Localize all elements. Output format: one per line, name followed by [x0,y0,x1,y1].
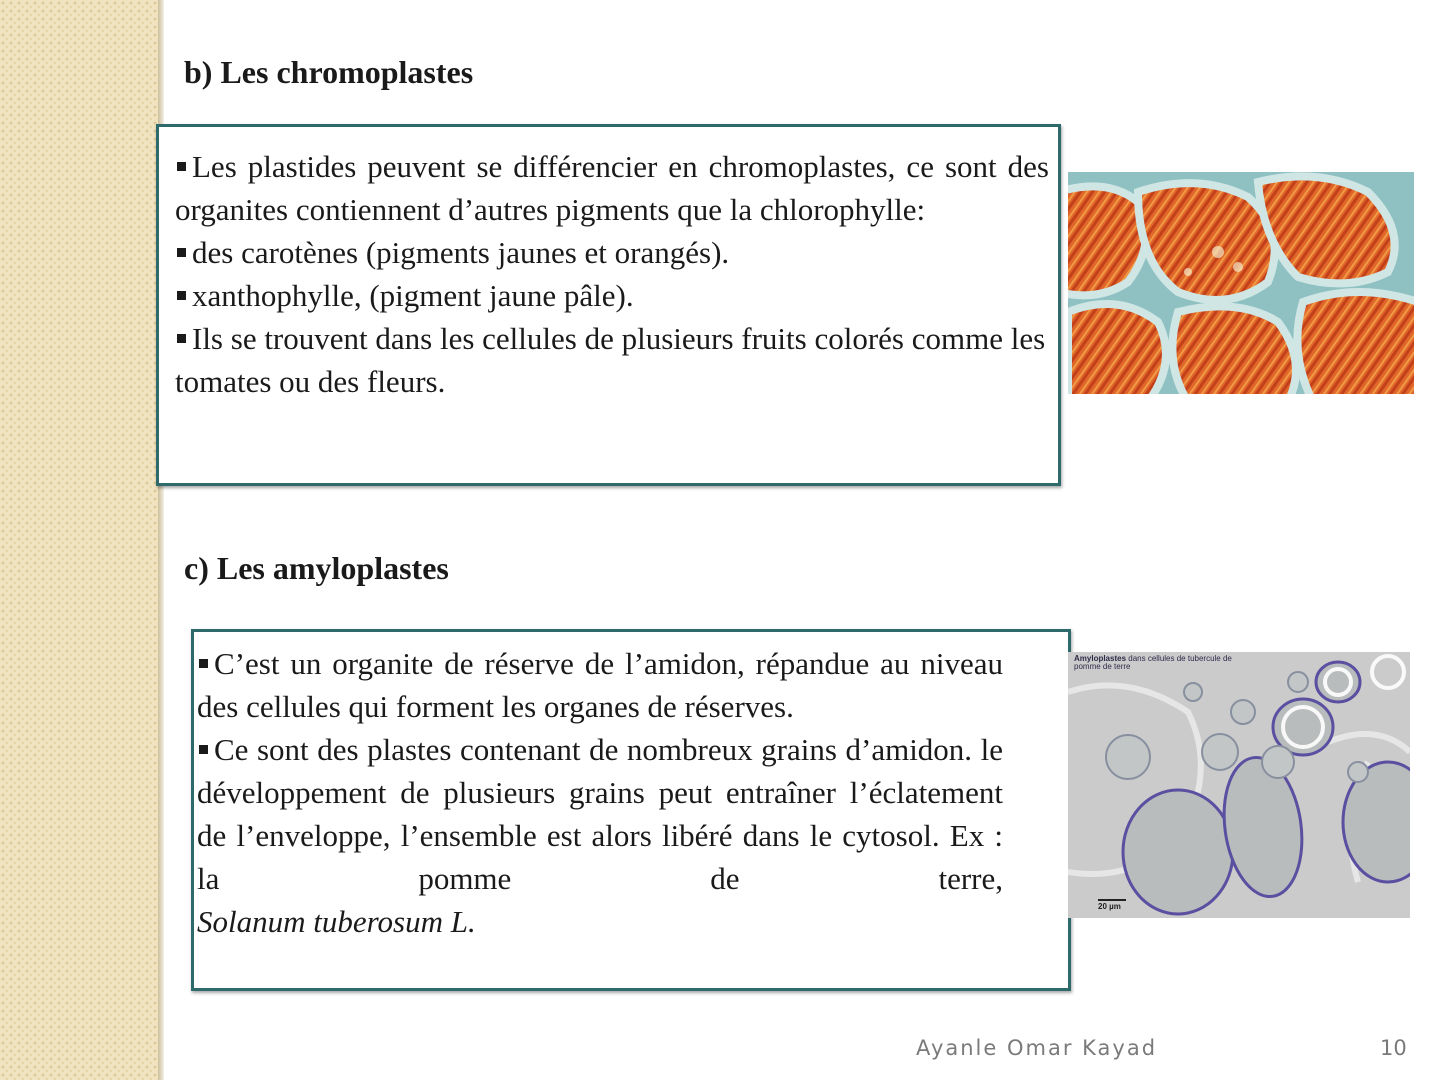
micrograph-caption: Amyloplastes dans cellules de tubercule de pomme de terre [1074,654,1232,671]
chromoplastes-micrograph [1068,172,1414,394]
scale-bar-label: 20 µm [1098,902,1121,911]
species-name: Solanum tuberosum L. [197,904,476,939]
section-b-title: b) Les chromoplastes [184,54,474,90]
chromoplastes-text-box [156,124,1061,486]
chromoplastes-paragraph-4: Ils se trouvent dans les cellules de plusieurs fruits colorés comme les tomates ou des fleurs. [175,321,1046,399]
decorative-side-band [0,0,158,1080]
amyloplastes-micrograph [1068,652,1410,918]
chromoplastes-paragraph-1: Les plastides peuvent se différencier en chromoplastes, ce sont des organites contiennent d’autres pigments que la chlorophylle: [175,149,1049,227]
chromoplastes-paragraph-3: xanthophylle, (pigment jaune pâle). [175,274,1049,317]
square-bullet-icon [177,162,186,171]
amyloplastes-paragraph-2: Ce sont des plastes contenant de nombreux grains d’amidon. le développement de plusieurs grains peut entraîner l’éclatement de l’enveloppe, l’ensemble est alors libéré dans le cytosol. Ex : la pomme de terre, [197,732,1003,896]
square-bullet-icon [199,745,208,754]
footer-author: Ayanle Omar Kayad [916,1036,1158,1060]
square-bullet-icon [199,659,208,668]
page-number: 10 [1380,1036,1407,1060]
chromoplastes-paragraph-2: des carotènes (pigments jaunes et orangés). [175,231,1049,274]
square-bullet-icon [177,248,186,257]
amyloplastes-paragraph-1: C’est un organite de réserve de l’amidon, répandue au niveau des cellules qui forment les organes de réserves. [197,646,1003,724]
square-bullet-icon [177,291,186,300]
square-bullet-icon [177,334,186,343]
section-c-title: c) Les amyloplastes [184,550,449,586]
amyloplastes-text-box [191,629,1071,991]
